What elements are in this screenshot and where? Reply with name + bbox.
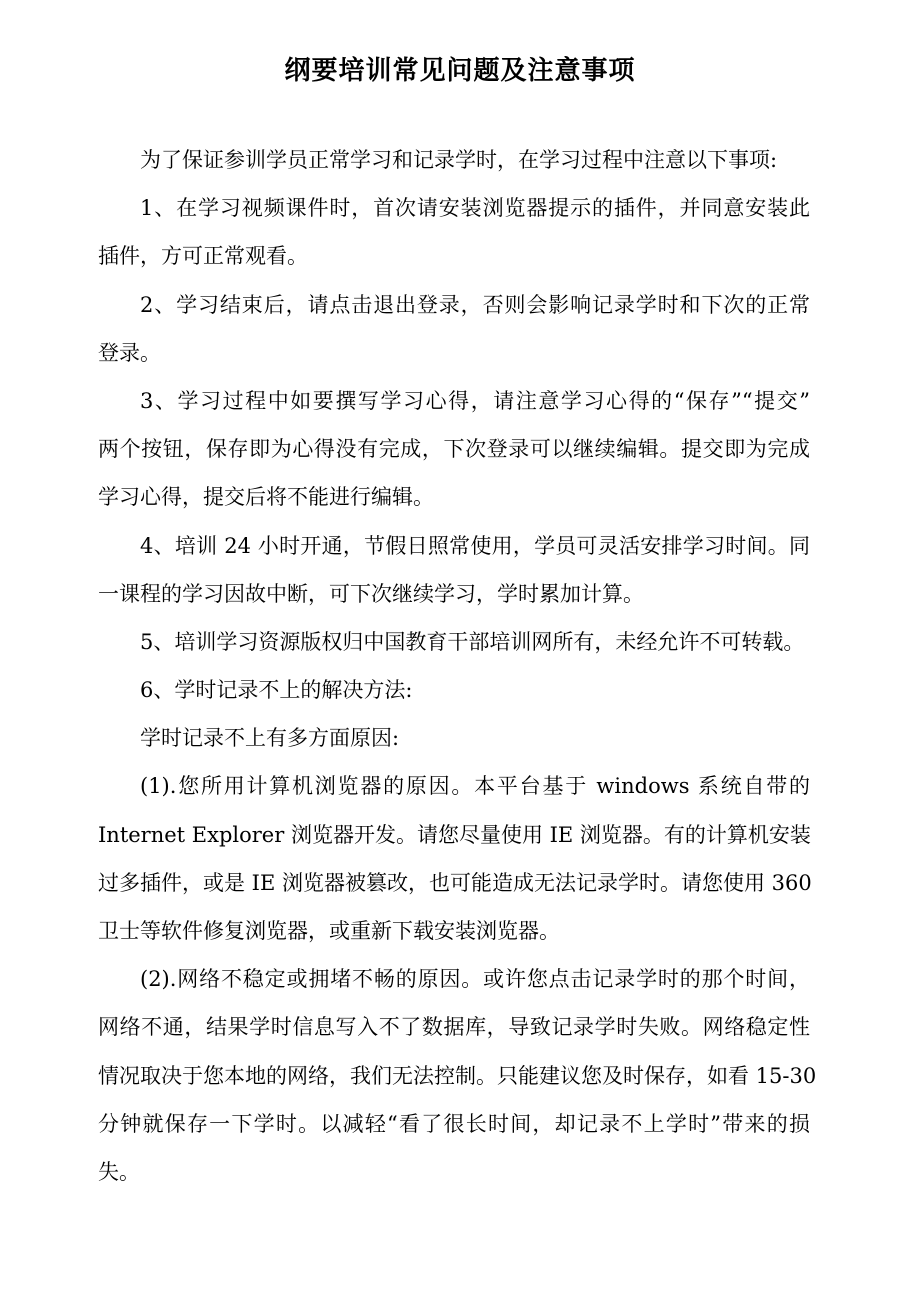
paragraph-line: 4、培训 24 小时开通，节假日照常使用，学员可灵活安排学习时间。同 — [140, 533, 810, 558]
paragraph — [98, 959, 817, 1200]
paragraph-line: 学时记录不上有多方面原因: — [140, 726, 400, 751]
paragraph-line: 网络不通，结果学时信息写入不了数据库，导致记录学时失败。网络稳定性 — [98, 1015, 810, 1040]
paragraph-line: 3、学习过程中如要撰写学习心得，请注意学习心得的“保存”“提交” — [140, 388, 810, 413]
paragraph-line: 登录。 — [98, 340, 161, 365]
paragraph-line: 插件，方可正常观看。 — [98, 244, 308, 269]
paragraph — [98, 670, 810, 718]
paragraph — [98, 381, 810, 526]
paragraph-line: (1).您所用计算机浏览器的原因。本平台基于 windows 系统自带的 — [140, 774, 810, 799]
paragraph-line: (2).网络不稳定或拥堵不畅的原因。或许您点击记录学时的那个时间， — [140, 967, 810, 992]
paragraph-line: 失。 — [98, 1159, 140, 1184]
paragraph-line: 6、学时记录不上的解决方法: — [140, 678, 413, 703]
paragraph — [98, 285, 810, 381]
paragraph — [98, 622, 810, 670]
paragraph — [98, 718, 810, 766]
paragraph-line: 为了保证参训学员正常学习和记录学时，在学习过程中注意以下事项: — [140, 148, 778, 172]
paragraph-line: 2、学习结束后，请点击退出登录，否则会影响记录学时和下次的正常 — [140, 292, 810, 317]
paragraph-line: 过多插件，或是 IE 浏览器被篡改，也可能造成无法记录学时。请您使用 360 — [98, 870, 812, 895]
paragraph — [98, 526, 810, 622]
paragraph — [98, 140, 810, 188]
paragraph-line: 情况取决于您本地的网络，我们无法控制。只能建议您及时保存，如看 15-30 — [98, 1063, 817, 1088]
paragraph — [98, 188, 810, 284]
paragraph-line: 一课程的学习因故中断，可下次继续学习，学时累加计算。 — [98, 581, 644, 606]
paragraph — [98, 766, 810, 959]
paragraph-line: 分钟就保存一下学时。以减轻“看了很长时间，却记录不上学时”带来的损 — [98, 1111, 810, 1136]
paragraph-line: 学习心得，提交后将不能进行编辑。 — [98, 485, 434, 510]
paragraph-line: 5、培训学习资源版权归中国教育干部培训网所有，未经允许不可转载。 — [140, 629, 805, 654]
document-title: 纲要培训常见问题及注意事项 — [284, 56, 636, 86]
document-body — [98, 140, 817, 1200]
paragraph-line: Internet Explorer 浏览器开发。请您尽量使用 IE 浏览器。有的计算机安装 — [98, 822, 811, 847]
paragraph-line: 卫士等软件修复浏览器，或重新下载安装浏览器。 — [98, 919, 560, 943]
paragraph-line: 两个按钮，保存即为心得没有完成，下次登录可以继续编辑。提交即为完成 — [98, 437, 810, 462]
paragraph-line: 1、在学习视频课件时，首次请安装浏览器提示的插件，并同意安装此 — [140, 196, 810, 221]
